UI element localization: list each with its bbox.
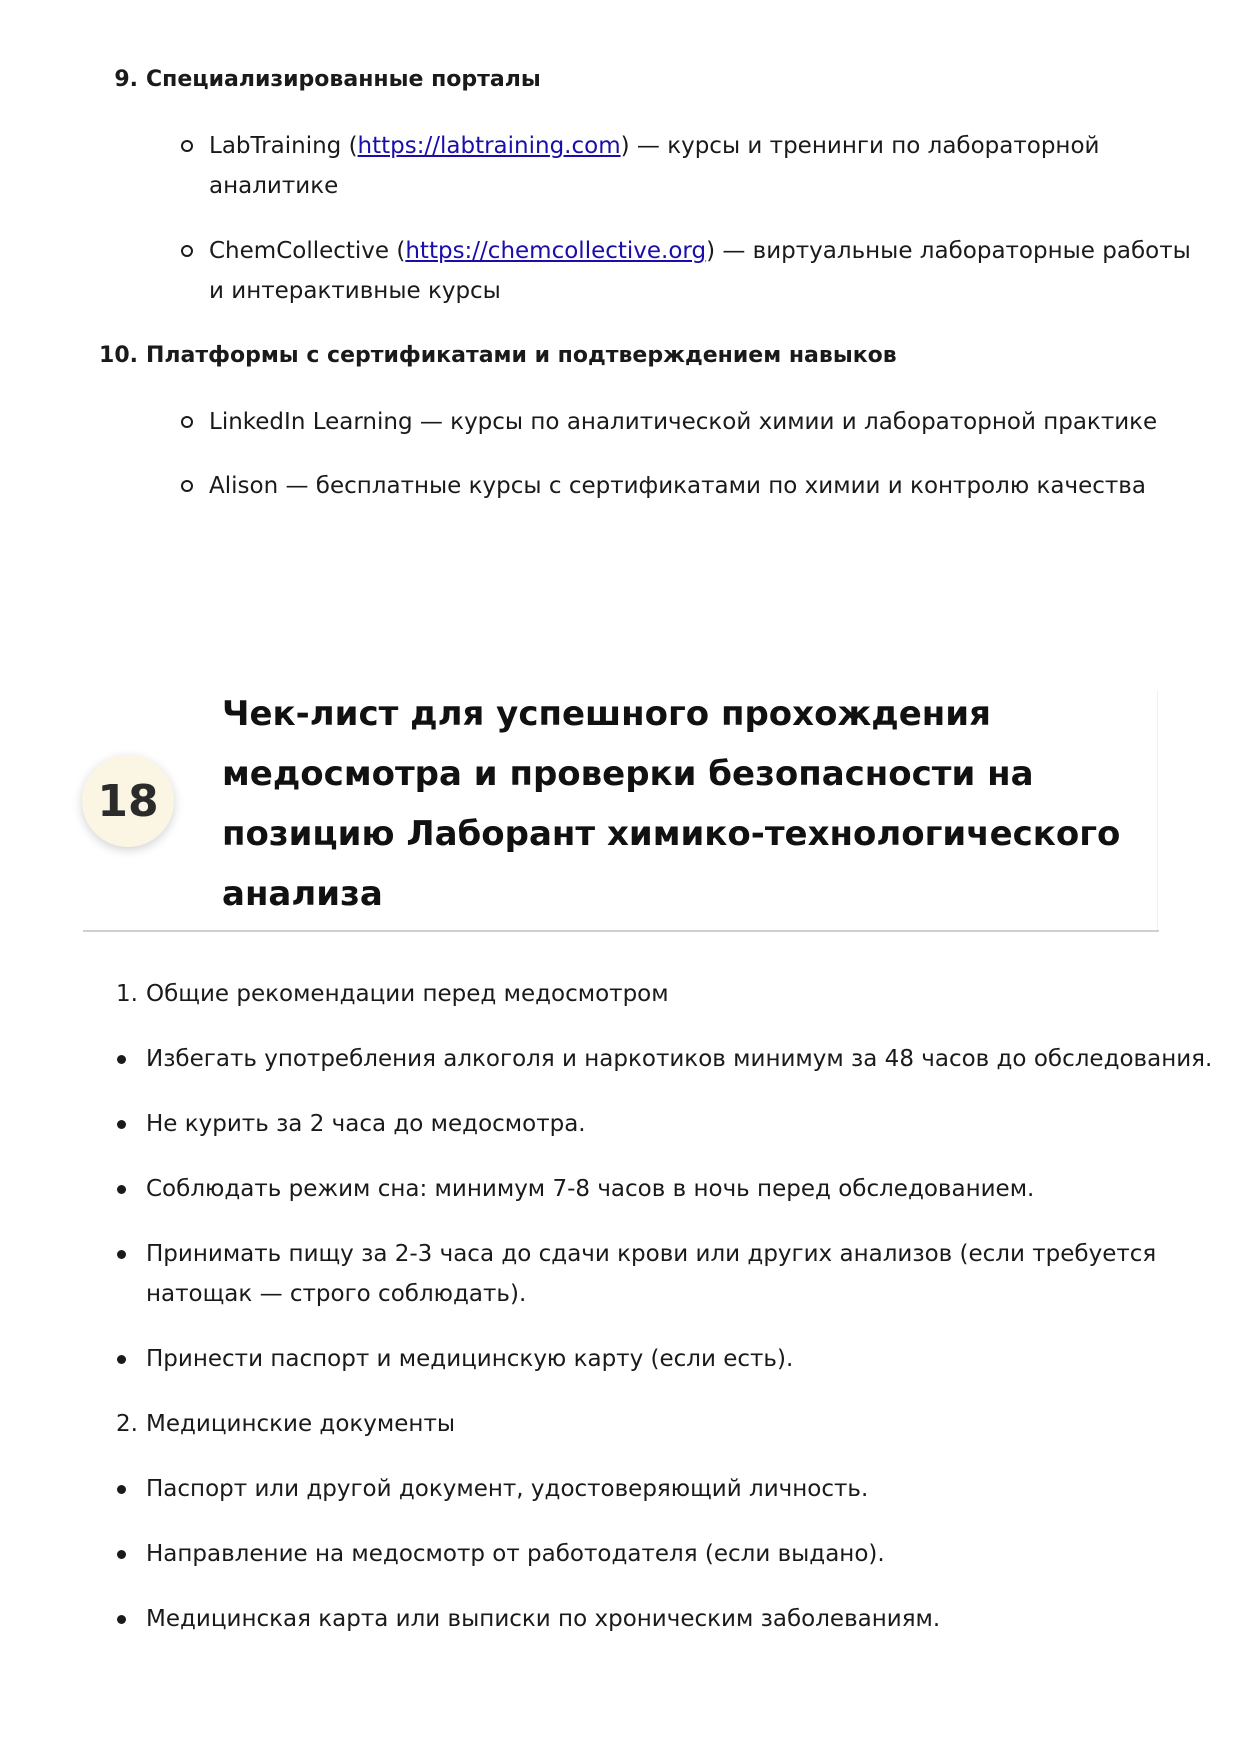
section-9-number: 9. [114,67,138,92]
list-item-chemcollective [209,231,1191,271]
section-10-title: Платформы с сертификатами и подтверждением навыков [146,343,897,368]
circle-bullet-icon [181,140,193,152]
item-description: ) — виртуальные лабораторные работы [706,238,1191,264]
group-1-number: 1. [116,981,138,1007]
item-name: LabTraining ( [209,133,358,159]
chapter-title-line-1: Чек-лист для успешного прохождения [222,694,991,734]
bullet-icon [117,1615,126,1624]
group-2-number: 2. [116,1411,138,1437]
bullet-icon [117,1055,126,1064]
chapter-title-line-2: медосмотра и проверки безопасности на [222,754,1034,794]
chapter-number-badge: 18 [82,755,174,847]
chapter-title-line-3: позицию Лаборант химико-технологического [222,814,1121,854]
list-item-linkedin: LinkedIn Learning — курсы по аналитической химии и лабораторной практике [209,409,1158,435]
heading-divider [83,930,1159,932]
list-item: Принести паспорт и медицинскую карту (если есть). [146,1346,794,1372]
list-item: Медицинская карта или выписки по хроническим заболеваниям. [146,1606,941,1632]
bullet-icon [117,1550,126,1559]
list-item-continuation: натощак — строго соблюдать). [146,1281,527,1307]
item-name: ChemCollective ( [209,238,406,264]
list-item-chemcollective-line2: и интерактивные курсы [209,278,501,304]
chemcollective-link[interactable]: https://chemcollective.org [405,238,707,264]
section-10-number: 10. [99,343,138,368]
list-item: Паспорт или другой документ, удостоверяющий личность. [146,1476,869,1502]
bullet-icon [117,1250,126,1259]
list-item: Принимать пищу за 2-3 часа до сдачи крови или других анализов (если требуется [146,1241,1157,1267]
group-2-title: Медицинские документы [146,1411,456,1437]
section-9-title: Специализированные порталы [146,67,541,92]
group-1-title: Общие рекомендации перед медосмотром [146,981,669,1007]
circle-bullet-icon [181,416,193,428]
list-item-labtraining [209,126,1100,166]
chapter-title-line-4: анализа [222,874,383,914]
bullet-icon [117,1185,126,1194]
list-item: Направление на медосмотр от работодателя (если выдано). [146,1541,885,1567]
list-item: Соблюдать режим сна: минимум 7-8 часов в ночь перед обследованием. [146,1176,1035,1202]
list-item: Избегать употребления алкоголя и наркотиков минимум за 48 часов до обследования. [146,1046,1213,1072]
circle-bullet-icon [181,480,193,492]
heading-box-edge [1157,690,1158,930]
labtraining-link[interactable]: https://labtraining.com [357,133,621,159]
list-item: Не курить за 2 часа до медосмотра. [146,1111,586,1137]
list-item-alison: Alison — бесплатные курсы с сертификатами по химии и контролю качества [209,473,1146,499]
bullet-icon [117,1120,126,1129]
circle-bullet-icon [181,245,193,257]
item-description: ) — курсы и тренинги по лабораторной [620,133,1100,159]
bullet-icon [117,1485,126,1494]
bullet-icon [117,1355,126,1364]
list-item-labtraining-line2: аналитике [209,173,339,199]
